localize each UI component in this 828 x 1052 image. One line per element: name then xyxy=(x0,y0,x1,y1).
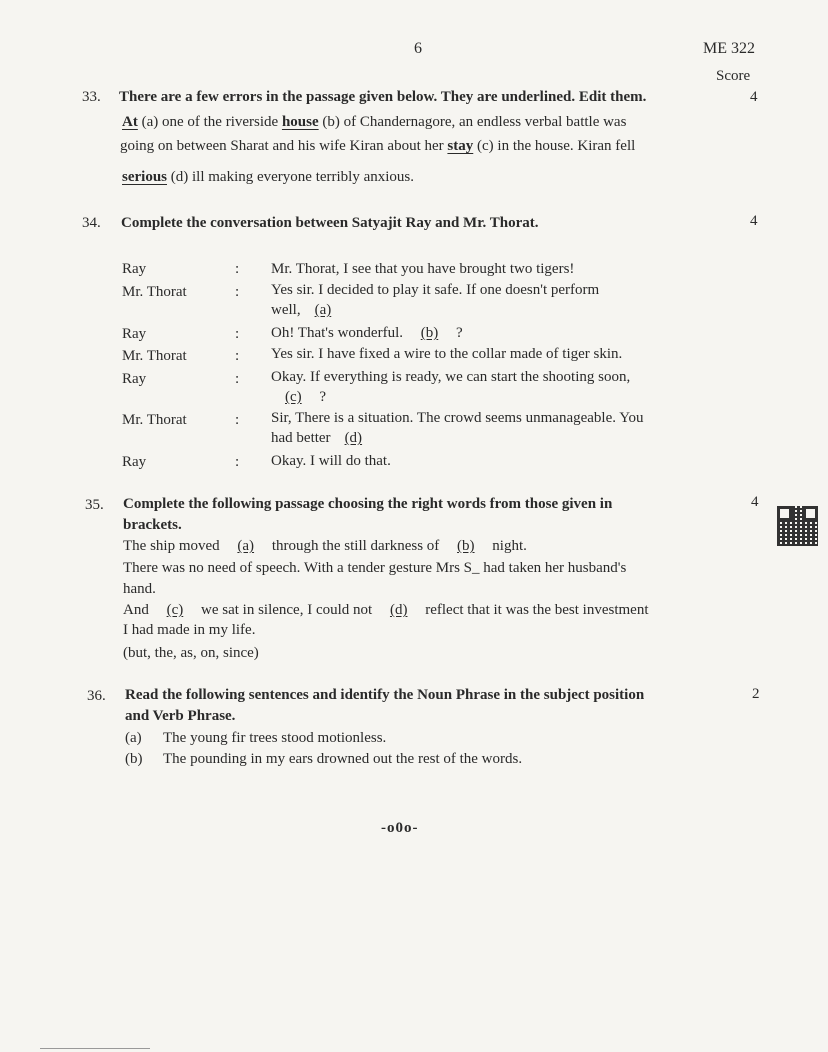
speaker: Ray xyxy=(122,371,147,387)
question-score: 4 xyxy=(750,89,758,105)
error-word: serious xyxy=(122,169,167,185)
passage-line: hand. xyxy=(123,581,156,597)
speaker: Ray xyxy=(122,326,147,342)
text: through the still darkness of xyxy=(271,538,440,554)
item-label: (b) xyxy=(125,751,143,767)
speaker: Mr. Thorat xyxy=(122,284,187,300)
dialogue-text: Mr. Thorat, I see that you have brought two tigers! xyxy=(271,261,575,277)
page-number: 6 xyxy=(414,40,422,57)
passage-line: There was no need of speech. With a tender gesture Mrs S_ had taken her husband's xyxy=(123,560,627,576)
text: night. xyxy=(492,538,527,554)
question-score: 4 xyxy=(751,494,759,510)
colon: : xyxy=(235,261,240,277)
passage-line xyxy=(120,138,635,155)
speaker: Ray xyxy=(122,454,147,470)
passage-line xyxy=(122,169,414,186)
speaker: Ray xyxy=(122,261,147,277)
question-prompt: Complete the following passage choosing the right words from those given in xyxy=(123,496,613,512)
blank-c: (c) xyxy=(166,602,184,618)
colon: : xyxy=(235,412,240,428)
speaker: Mr. Thorat xyxy=(122,412,187,428)
text: The ship moved xyxy=(123,538,220,554)
dialogue-text: Sir, There is a situation. The crowd seems unmanageable. You xyxy=(271,410,644,426)
blank-a: (a) xyxy=(237,538,255,554)
text: well, xyxy=(271,302,301,318)
colon: : xyxy=(235,284,240,300)
question-prompt: Read the following sentences and identify the Noun Phrase in the subject position xyxy=(125,687,645,703)
word-options: (but, the, as, on, since) xyxy=(123,645,259,661)
blank-d: (d) xyxy=(389,602,408,618)
score-label: Score xyxy=(716,68,751,84)
text: (d) ill making everyone terribly anxious. xyxy=(170,169,415,185)
paper-code: ME 322 xyxy=(703,40,755,57)
question-prompt: Complete the conversation between Satyajit Ray and Mr. Thorat. xyxy=(121,215,539,231)
question-score: 4 xyxy=(750,213,758,229)
blank-d: (d) xyxy=(344,430,363,446)
passage-line xyxy=(122,114,626,131)
dialogue-text: Yes sir. I decided to play it safe. If one doesn't perform xyxy=(271,282,600,298)
error-word: At xyxy=(122,114,138,130)
text: And xyxy=(123,602,149,618)
question-prompt: There are a few errors in the passage given below. They are underlined. Edit them. xyxy=(119,89,647,105)
dialogue-text: Yes sir. I have fixed a wire to the collar made of tiger skin. xyxy=(271,346,623,362)
item-text: The pounding in my ears drowned out the rest of the words. xyxy=(163,751,523,767)
passage-line xyxy=(123,538,527,555)
dialogue-text: Okay. If everything is ready, we can start the shooting soon, xyxy=(271,369,631,385)
text: ? xyxy=(319,389,327,405)
dialogue-text xyxy=(271,430,376,447)
error-word: house xyxy=(281,114,319,130)
question-prompt: and Verb Phrase. xyxy=(125,708,236,724)
blank-b: (b) xyxy=(457,538,475,554)
passage-line xyxy=(123,602,648,619)
text: going on between Sharat and his wife Kiran about her xyxy=(120,138,444,154)
item-text: The young fir trees stood motionless. xyxy=(163,730,387,746)
dialogue-text xyxy=(271,389,326,406)
text: we sat in silence, I could not xyxy=(201,602,373,618)
text: reflect that it was the best investment xyxy=(425,602,649,618)
blank-b: (b) xyxy=(420,325,439,341)
scan-edge xyxy=(40,1048,150,1049)
text: (a) one of the riverside xyxy=(141,114,279,130)
blank-c: (c) xyxy=(285,389,302,405)
text: Oh! That's wonderful. xyxy=(271,325,403,341)
text: had better xyxy=(271,430,331,446)
question-score: 2 xyxy=(752,686,760,702)
text: (b) of Chandernagore, an endless verbal battle was xyxy=(322,114,627,130)
dialogue-text: Okay. I will do that. xyxy=(271,453,391,469)
dialogue-text xyxy=(271,325,463,342)
qr-code xyxy=(777,506,818,546)
error-word: stay xyxy=(447,138,474,154)
text: (c) in the house. Kiran fell xyxy=(477,138,636,154)
colon: : xyxy=(235,348,240,364)
colon: : xyxy=(235,371,240,387)
question-number: 35. xyxy=(85,497,104,513)
colon: : xyxy=(235,454,240,470)
colon: : xyxy=(235,326,240,342)
passage-line: I had made in my life. xyxy=(123,622,256,638)
question-number: 34. xyxy=(82,215,101,231)
text: ? xyxy=(455,325,463,341)
blank-a: (a) xyxy=(314,302,332,318)
dialogue-text xyxy=(271,302,345,319)
speaker: Mr. Thorat xyxy=(122,348,187,364)
end-mark: -o0o- xyxy=(381,820,419,836)
question-prompt: brackets. xyxy=(123,517,182,533)
item-label: (a) xyxy=(125,730,142,746)
question-number: 36. xyxy=(87,688,106,704)
question-number: 33. xyxy=(82,89,101,105)
